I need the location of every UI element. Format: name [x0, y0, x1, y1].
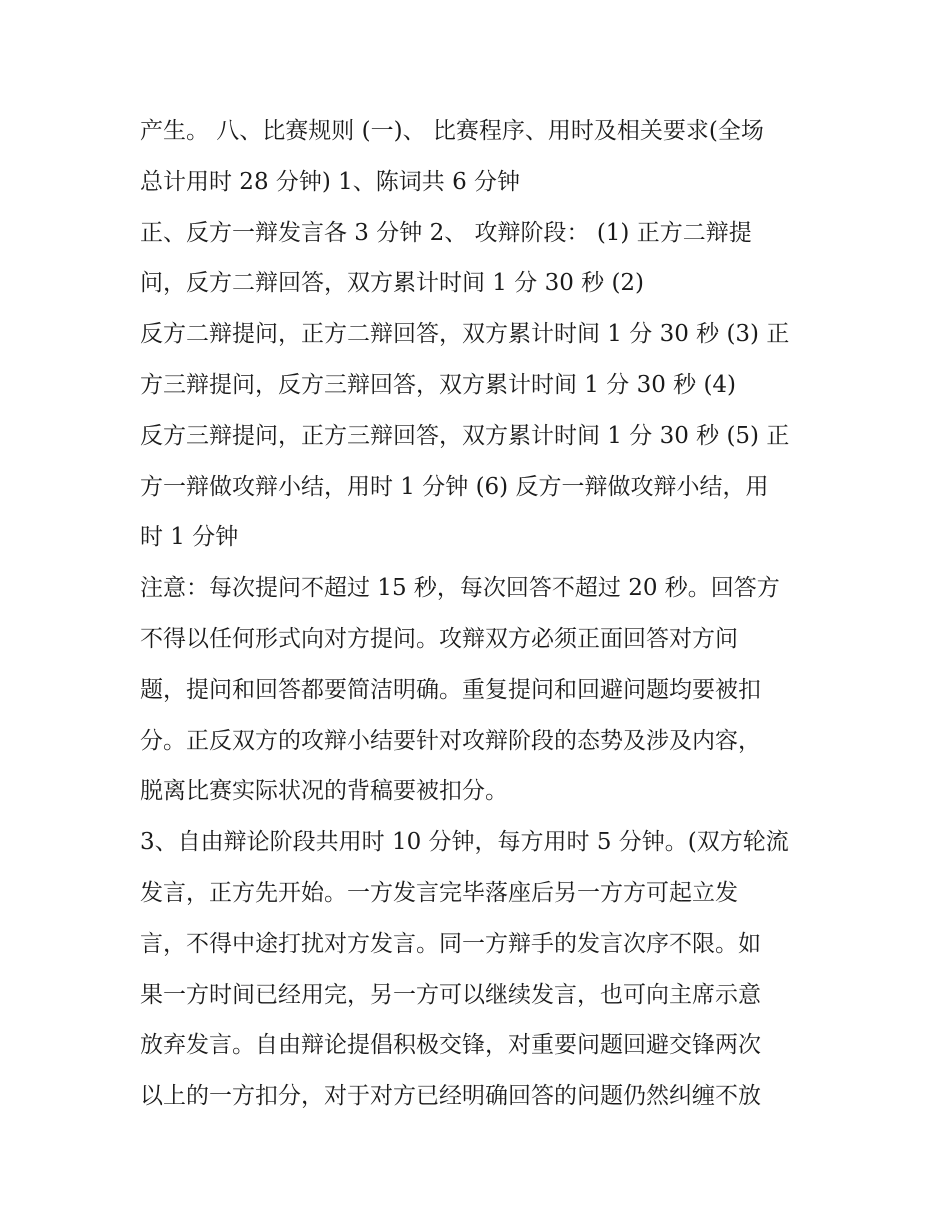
text-line: 总计用时 28 分钟) 1、陈词共 6 分钟	[140, 168, 521, 195]
text-line: 时 1 分钟	[140, 524, 239, 551]
text-line: 题，提问和回答都要简洁明确。重复提问和回避问题均要被扣	[140, 676, 761, 703]
text-line: 正、反方一辩发言各 3 分钟 2、 攻辩阶段： (1) 正方二辩提	[140, 219, 752, 246]
text-line: 方三辩提问，反方三辩回答，双方累计时间 1 分 30 秒 (4)	[140, 371, 737, 398]
text-line: 果一方时间已经用完，另一方可以继续发言，也可向主席示意	[140, 981, 761, 1008]
text-line: 不得以任何形式向对方提问。攻辩双方必须正面回答对方问	[140, 625, 738, 652]
text-line: 放弃发言。自由辩论提倡积极交锋，对重要问题回避交锋两次	[140, 1032, 761, 1059]
text-line: 言，不得中途打扰对方发言。同一方辩手的发言次序不限。如	[140, 930, 761, 957]
text-line: 注意：每次提问不超过 15 秒，每次回答不超过 20 秒。回答方	[140, 575, 780, 602]
text-line: 分。正反双方的攻辩小结要针对攻辩阶段的态势及涉及内容，	[140, 727, 761, 754]
text-line: 反方三辩提问，正方三辩回答，双方累计时间 1 分 30 秒 (5) 正	[140, 422, 790, 449]
text-line: 脱离比赛实际状况的背稿要被扣分。	[140, 778, 508, 805]
body-text	[140, 106, 820, 1122]
text-line: 方一辩做攻辩小结，用时 1 分钟 (6) 反方一辩做攻辩小结，用	[140, 473, 769, 500]
text-line: 发言，正方先开始。一方发言完毕落座后另一方方可起立发	[140, 879, 738, 906]
text-line: 产生。 八、比赛规则 (一)、 比赛程序、用时及相关要求(全场	[140, 118, 764, 144]
text-line: 问，反方二辩回答，双方累计时间 1 分 30 秒 (2)	[140, 270, 645, 297]
text-line: 以上的一方扣分，对于对方已经明确回答的问题仍然纠缠不放	[140, 1083, 761, 1110]
text-line: 3、自由辩论阶段共用时 10 分钟，每方用时 5 分钟。(双方轮流	[140, 829, 789, 856]
text-line: 反方二辩提问，正方二辩回答，双方累计时间 1 分 30 秒 (3) 正	[140, 321, 790, 348]
